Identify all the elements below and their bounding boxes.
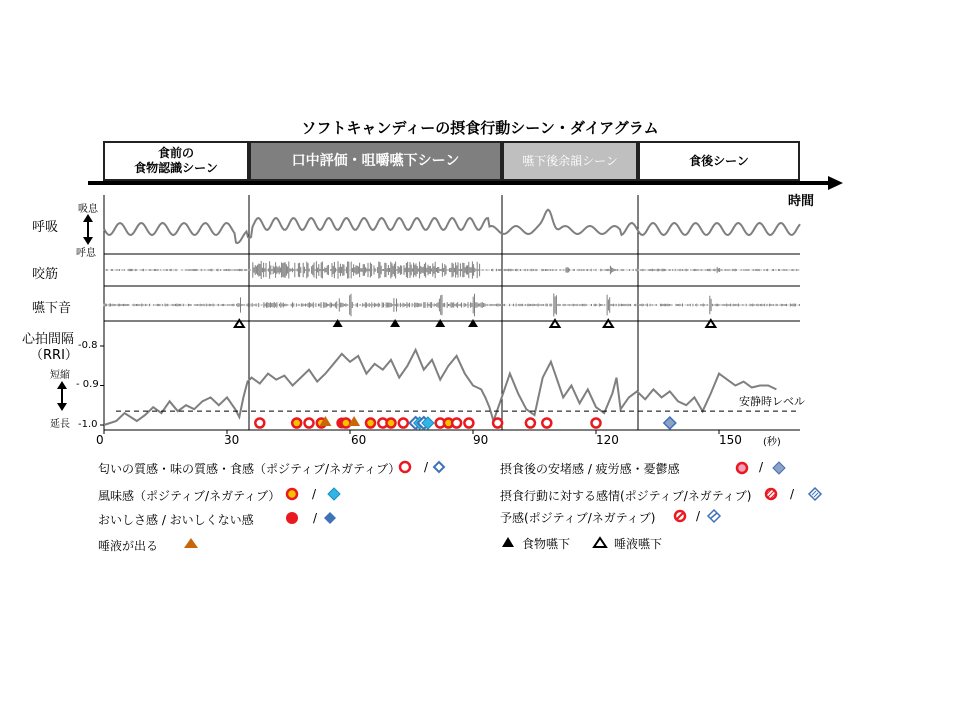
- exhale-label: 呼息: [76, 248, 96, 259]
- rri-series: [104, 350, 776, 425]
- food-swallow-marker: [468, 319, 478, 327]
- rest-level-label: 安静時レベル: [739, 395, 805, 408]
- event-circle-red: [452, 419, 461, 428]
- x-unit-label: (秒): [763, 437, 781, 448]
- legend-red-circle: [400, 462, 410, 472]
- event-circle-yellow: [292, 419, 301, 428]
- swallow-sound-signal: [104, 294, 800, 317]
- legend-hatched-diamond: [809, 488, 821, 500]
- legend-red-dot: [286, 512, 298, 524]
- masseter-label: 咬筋: [32, 267, 59, 282]
- rri-direction-arrow: [57, 381, 67, 411]
- time-arrow-head: [828, 176, 843, 190]
- breath-direction-arrow: [83, 214, 93, 245]
- phase-chewing-label: 口中評価・咀嚼嚥下シーン: [291, 152, 460, 169]
- phase-post-meal-label: 食後シーン: [689, 153, 749, 168]
- food-swallow-marker: [435, 319, 445, 327]
- swallow-markers: [235, 319, 716, 327]
- legend-saliva-swallow-label: 唾液嚥下: [614, 537, 663, 551]
- food-swallow-marker: [333, 319, 343, 327]
- legend-anticipation-label: 予感(ポジティブ/ネガティブ): [500, 511, 656, 525]
- event-circle-yellow: [366, 419, 375, 428]
- event-circle-red: [464, 419, 473, 428]
- legend-blue-diamond-outline: [434, 462, 444, 472]
- legend-yellow-circle: [287, 489, 297, 499]
- legend-flavor-label: 風味感（ポジティブ/ネガティブ）: [98, 489, 281, 503]
- legend-slash: /: [696, 509, 701, 523]
- legend-slash: /: [790, 487, 795, 501]
- respiration-wave: [104, 210, 800, 243]
- legend-saliva-swallow-marker: [594, 538, 606, 547]
- y-ticks: [100, 346, 104, 425]
- long-label: 延長: [50, 419, 70, 430]
- event-circle-red: [592, 419, 601, 428]
- event-circle-yellow: [387, 419, 396, 428]
- legend-food-swallow-label: 食物嚥下: [522, 537, 571, 551]
- legend-after-label: 摂食後の安堵感 / 疲労感・憂鬱感: [500, 462, 680, 476]
- legend-gray-diamond: [773, 462, 785, 474]
- legend-smell-label: 匂いの質感・味の質感・食感（ポジティブ/ネガティブ）: [98, 462, 401, 476]
- legend-orange-triangle: [184, 538, 198, 548]
- legend-slash: /: [312, 487, 317, 501]
- phase-pre-meal-line2: 食物認識シーン: [134, 161, 218, 175]
- phase-aftertaste-label: 嚥下後余韻シーン: [522, 153, 618, 168]
- x-tick-label: 90: [473, 433, 489, 447]
- respiration-signal: [104, 210, 800, 243]
- legend-slash: /: [424, 460, 429, 474]
- legend-blue-diamond: [324, 512, 336, 524]
- x-tick-label: 0: [96, 433, 104, 447]
- masseter-signal: [104, 261, 799, 279]
- legend-tasty-label: おいしさ感 / おいしくない感: [98, 513, 254, 527]
- legend-slash: /: [313, 511, 318, 525]
- y-tick-label: -1.0: [78, 419, 98, 430]
- rri-label-line2: （RRI）: [30, 348, 78, 363]
- event-circle-red: [526, 419, 535, 428]
- time-axis-label: 時間: [788, 194, 815, 209]
- x-tick-label: 60: [351, 433, 367, 447]
- event-circle-red: [305, 419, 314, 428]
- legend-food-swallow-marker: [502, 537, 514, 547]
- legend-slash: /: [759, 460, 764, 474]
- food-swallow-marker: [390, 319, 400, 327]
- rri-label-line1: 心拍間隔: [22, 332, 75, 347]
- short-label: 短縮: [50, 370, 70, 381]
- legend-pink-circle: [737, 463, 747, 473]
- phase-pre-meal-line1: 食前の: [157, 146, 194, 160]
- event-diamond-gray: [664, 417, 676, 429]
- legend-cyan-diamond: [328, 488, 340, 500]
- legend-saliva-label: 唾液が出る: [98, 539, 159, 553]
- x-tick-label: 120: [596, 433, 619, 447]
- legend-emotion-label: 摂食行動に対する感情(ポジティブ/ネガティブ): [500, 489, 752, 503]
- x-tick-label: 150: [719, 433, 742, 447]
- event-circle-yellow: [341, 419, 350, 428]
- inhale-label: 吸息: [78, 204, 98, 215]
- event-circle-red: [399, 419, 408, 428]
- masseter-wave: [104, 261, 799, 279]
- y-tick-label: -0.8: [78, 340, 98, 351]
- swallow-sound-label: 嚥下音: [32, 301, 72, 316]
- event-markers: [255, 416, 676, 429]
- breathing-label: 呼吸: [32, 220, 59, 235]
- x-ticks: [104, 430, 719, 434]
- chart-title: ソフトキャンディーの摂食行動シーン・ダイアグラム: [301, 119, 659, 137]
- y-tick-label: - 0.9: [76, 379, 99, 390]
- swallow-sound-wave: [104, 294, 800, 317]
- x-tick-label: 30: [224, 433, 240, 447]
- event-circle-red: [255, 419, 264, 428]
- event-circle-red: [542, 419, 551, 428]
- rri-line: [104, 350, 776, 425]
- event-circle-red: [493, 419, 502, 428]
